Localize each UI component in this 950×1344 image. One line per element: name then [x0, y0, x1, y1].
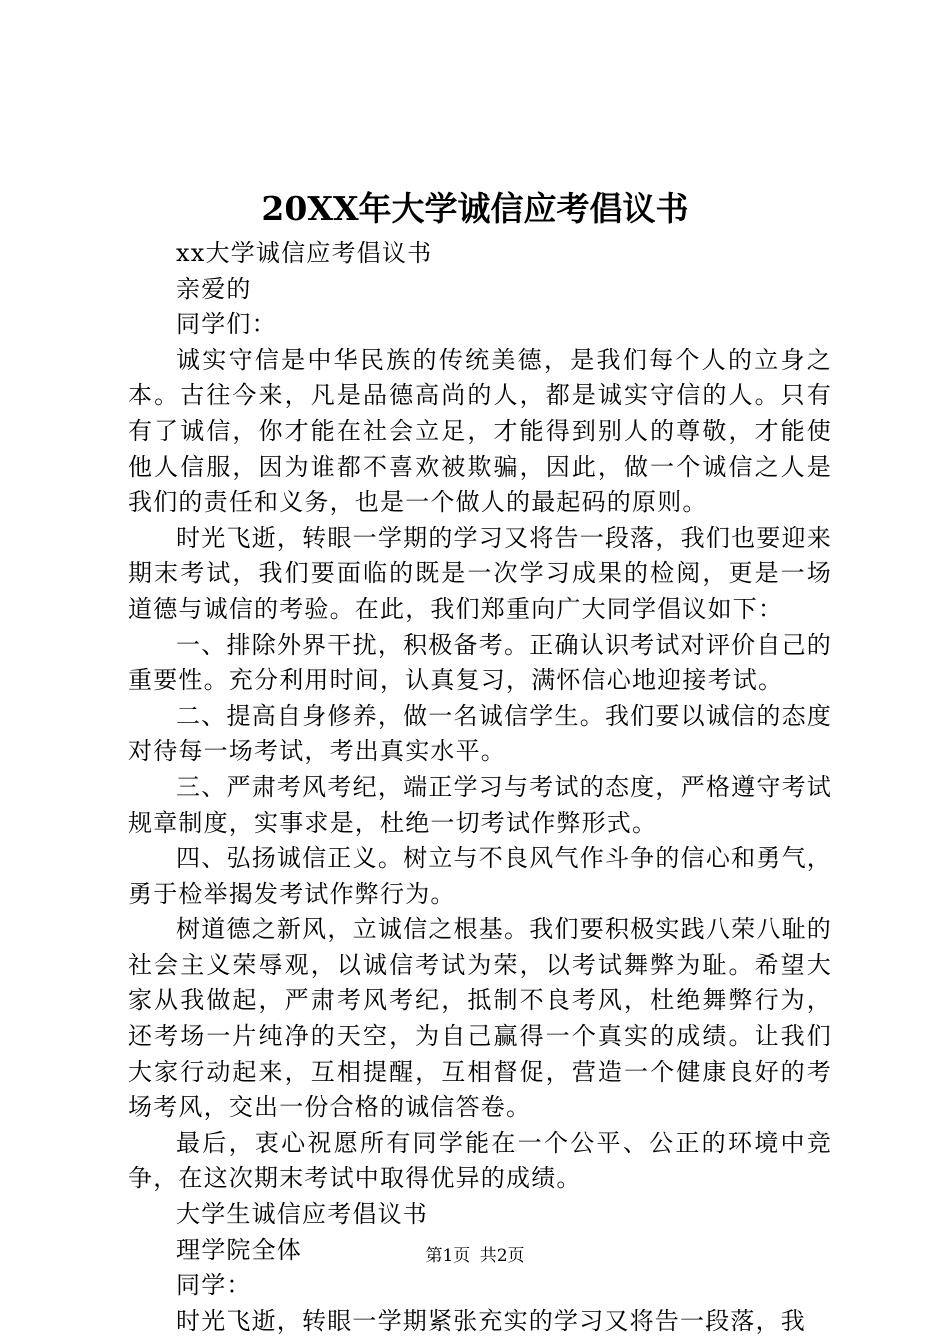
paragraph: 诚实守信是中华民族的传统美德，是我们每个人的立身之本。古往今来，凡是品德高尚的人，都是诚实守信的人。只有有了诚信，你才能在社会立足，才能得到别人的尊敬，才能使他人信服，因为谁都不喜欢被欺骗，因此，做一个诚信之人是我们的责任和义务，也是一个做人的最起码的原则。: [128, 345, 832, 517]
paragraph: 树道德之新风，立诚信之根基。我们要积极实践八荣八耻的社会主义荣辱观，以诚信考试为荣，以考试舞弊为耻。希望大家从我做起，严肃考风考纪，抵制不良考风，杜绝舞弊行为，还考场一片纯净的天空，为自己赢得一个真实的成绩。让我们大家行动起来，互相提醒，互相督促，营造一个健康良好的考场考风，交出一份合格的诚信答卷。: [128, 915, 832, 1122]
document-title: 20XX年大学诚信应考倡议书: [261, 189, 689, 228]
page-footer: [0, 1244, 950, 1268]
paragraph: 最后，衷心祝愿所有同学能在一个公平、公正的环境中竞争，在这次期末考试中取得优异的成绩。: [128, 1128, 832, 1193]
paragraph: 同学：: [176, 1271, 252, 1300]
document-body: [128, 236, 832, 1339]
paragraph: 时光飞逝，转眼一学期紧张充实的学习又将告一段落，我: [176, 1306, 806, 1335]
paragraph: 亲爱的: [176, 274, 252, 303]
paragraph: xx大学诚信应考倡议书: [176, 239, 433, 267]
paragraph: 大学生诚信应考倡议书: [176, 1200, 428, 1229]
paragraph: 时光飞逝，转眼一学期的学习又将告一段落，我们也要迎来期末考试，我们要面临的既是一次学习成果的检阅，更是一场道德与诚信的考验。在此，我们郑重向广大同学倡议如下：: [128, 523, 832, 623]
paragraph: 三、严肃考风考纪，端正学习与考试的态度，严格遵守考试规章制度，实事求是，杜绝一切考试作弊形式。: [128, 772, 832, 837]
page-total: 共2页: [479, 1246, 525, 1266]
paragraph: 理学院全体: [176, 1235, 302, 1264]
paragraph: 一、排除外界干扰，积极备考。正确认识考试对评价自己的重要性。充分利用时间，认真复习，满怀信心地迎接考试。: [128, 630, 832, 695]
paragraph: 四、弘扬诚信正义。树立与不良风气作斗争的信心和勇气，勇于检举揭发考试作弊行为。: [128, 844, 832, 908]
page-number: 第1页: [425, 1246, 471, 1266]
paragraph: 同学们：: [176, 310, 277, 339]
paragraph: 二、提高自身修养，做一名诚信学生。我们要以诚信的态度对待每一场考试，考出真实水平。: [128, 701, 832, 766]
